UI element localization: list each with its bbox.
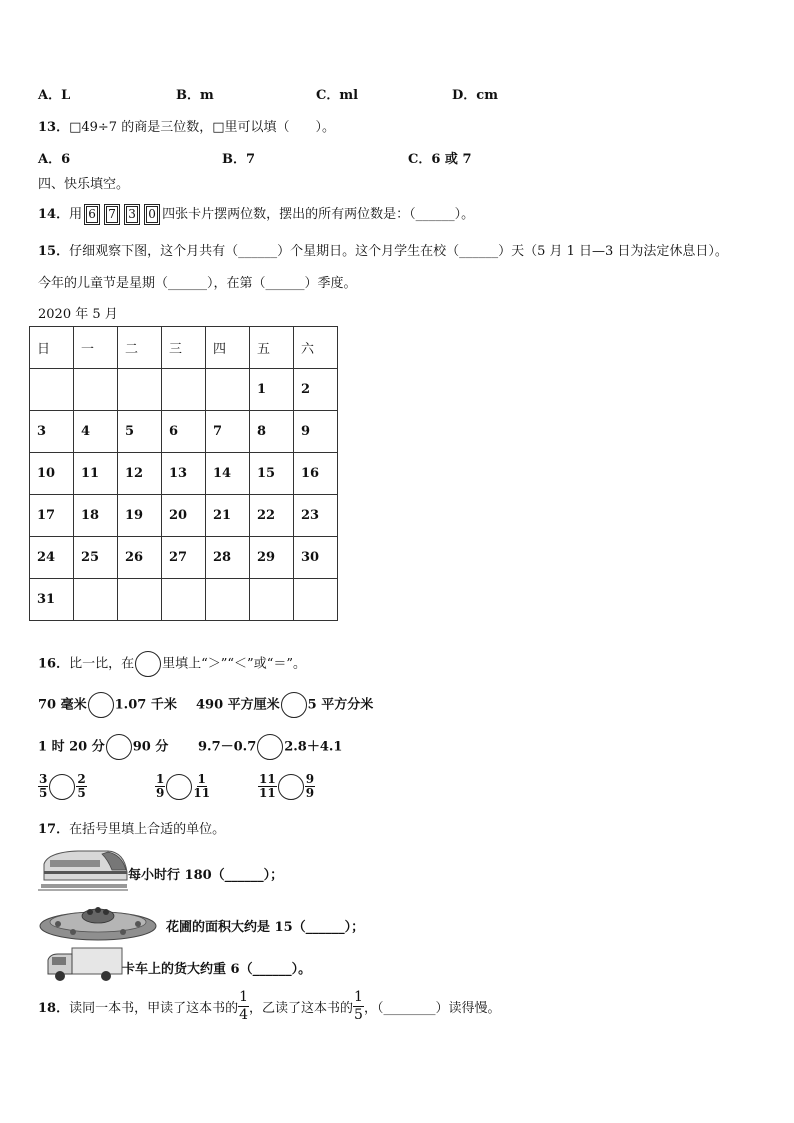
calendar-day: 6 xyxy=(162,411,206,453)
calendar-day xyxy=(250,579,294,621)
calendar-day: 28 xyxy=(206,537,250,579)
calendar-day: 23 xyxy=(294,495,338,537)
unit-blank-line: 卡车上的货大约重 6（______）。 xyxy=(122,962,312,977)
unit-blank-line: 每小时行 180（______）； xyxy=(128,868,284,883)
calendar-day: 17 xyxy=(30,495,74,537)
question-text: 里填上“＞”“＜”或“＝”。 xyxy=(162,656,306,672)
calendar-day: 16 xyxy=(294,453,338,495)
fraction: $\frac{11}{11}$ xyxy=(259,772,276,800)
calendar-day: 27 xyxy=(162,537,206,579)
weekday-header: 日 xyxy=(30,327,74,369)
weekday-header: 二 xyxy=(118,327,162,369)
calendar-day: 3 xyxy=(30,411,74,453)
digit-card: 6 xyxy=(86,206,98,223)
calendar-day: 13 xyxy=(162,453,206,495)
calendar-day: 15 xyxy=(250,453,294,495)
calendar-title: 2020 年 5 月 xyxy=(38,307,118,322)
question-14 xyxy=(38,203,474,223)
calendar-day: 5 xyxy=(118,411,162,453)
weekday-header: 六 xyxy=(294,327,338,369)
calendar-week-row xyxy=(30,411,338,453)
weekday-header: 一 xyxy=(74,327,118,369)
question-text: □49÷7 的商是三位数，□里可以填（ ）。 xyxy=(69,120,335,135)
q13-option-b: B．7 xyxy=(222,152,256,167)
answer-circle[interactable] xyxy=(166,774,192,800)
question-number: 18． xyxy=(38,1001,70,1016)
fraction: $\frac{1}{4}$ xyxy=(239,989,249,1023)
option-a: A．L xyxy=(38,88,71,103)
digit-card: 7 xyxy=(106,206,118,223)
calendar-day: 26 xyxy=(118,537,162,579)
calendar-week-row xyxy=(30,453,338,495)
compare-item: 9.7－0.7 2.8＋4.1 xyxy=(198,734,342,760)
question-16 xyxy=(38,651,306,677)
calendar-day: 31 xyxy=(30,579,74,621)
question-18 xyxy=(38,989,500,1024)
calendar-day: 12 xyxy=(118,453,162,495)
calendar-day: 10 xyxy=(30,453,74,495)
question-text: 在括号里填上合适的单位。 xyxy=(69,822,226,837)
unit-blank-line: 花圃的面积大约是 15（______）； xyxy=(166,920,365,935)
fraction: $\frac{3}{5}$ xyxy=(39,772,48,800)
option-b: B．m xyxy=(176,88,214,103)
digit-card: 3 xyxy=(126,206,138,223)
calendar-day xyxy=(74,579,118,621)
question-text: 用 xyxy=(69,207,83,222)
calendar-day xyxy=(118,579,162,621)
train-icon xyxy=(38,846,128,892)
calendar-day xyxy=(294,579,338,621)
calendar-day: 4 xyxy=(74,411,118,453)
calendar-day: 9 xyxy=(294,411,338,453)
fraction: $\frac{1}{9}$ xyxy=(156,772,165,800)
question-text: 四张卡片摆两位数，摆出的所有两位数是：（______）。 xyxy=(162,207,475,222)
question-number: 16． xyxy=(38,656,70,672)
compare-fraction xyxy=(155,773,210,800)
compare-fraction xyxy=(38,773,87,800)
question-number: 14． xyxy=(38,207,70,222)
question-13 xyxy=(38,116,335,135)
calendar-day xyxy=(162,369,206,411)
question-15 xyxy=(38,240,728,259)
question-15-line2: 今年的儿童节是星期（______），在第（______）季度。 xyxy=(38,276,357,291)
calendar-day: 7 xyxy=(206,411,250,453)
calendar-day: 11 xyxy=(74,453,118,495)
answer-circle[interactable] xyxy=(281,692,307,718)
calendar-day: 25 xyxy=(74,537,118,579)
question-17 xyxy=(38,818,225,837)
question-text: ，（________）读得慢。 xyxy=(363,1001,501,1016)
calendar-day xyxy=(118,369,162,411)
calendar-day: 18 xyxy=(74,495,118,537)
option-c: C．ml xyxy=(316,88,359,103)
calendar-day xyxy=(30,369,74,411)
calendar-day: 21 xyxy=(206,495,250,537)
fraction: $\frac{1}{5}$ xyxy=(354,989,363,1023)
weekday-header: 四 xyxy=(206,327,250,369)
weekday-header: 三 xyxy=(162,327,206,369)
calendar-day: 14 xyxy=(206,453,250,495)
answer-circle[interactable] xyxy=(49,774,75,800)
question-text: 比一比，在 xyxy=(69,656,135,672)
compare-fraction xyxy=(258,773,315,800)
question-text: 仔细观察下图，这个月共有（______）个星期日。这个月学生在校（______）天（5 月 1 日—3 日为法定休息日）。 xyxy=(69,244,728,259)
question-text: ，乙读了这本书的 xyxy=(249,1001,354,1016)
answer-circle[interactable] xyxy=(106,734,132,760)
digit-card: 0 xyxy=(146,206,158,223)
calendar-week-row xyxy=(30,369,338,411)
calendar-day: 29 xyxy=(250,537,294,579)
calendar-day: 2 xyxy=(294,369,338,411)
answer-circle[interactable] xyxy=(257,734,283,760)
calendar-table xyxy=(29,326,338,621)
calendar-day xyxy=(206,369,250,411)
calendar-day xyxy=(74,369,118,411)
compare-item: 70 毫米 1.07 千米 xyxy=(38,692,177,718)
fraction: $\frac{1}{11}$ xyxy=(193,772,211,800)
compare-item: 1 时 20 分 90 分 xyxy=(38,734,168,760)
calendar-day xyxy=(206,579,250,621)
fraction: $\frac{9}{9}$ xyxy=(305,772,315,800)
q13-option-c: C．6 或 7 xyxy=(408,152,472,167)
answer-circle[interactable] xyxy=(88,692,114,718)
question-number: 15． xyxy=(38,244,70,259)
calendar-day: 30 xyxy=(294,537,338,579)
section-heading: 四、快乐填空。 xyxy=(38,177,130,192)
calendar-day xyxy=(162,579,206,621)
calendar-week-row xyxy=(30,495,338,537)
truck-icon xyxy=(44,944,124,984)
q13-option-a: A．6 xyxy=(38,152,71,167)
weekday-header: 五 xyxy=(250,327,294,369)
question-number: 13． xyxy=(38,120,70,135)
calendar-day: 20 xyxy=(162,495,206,537)
flowerbed-icon xyxy=(38,902,158,942)
calendar-week-row xyxy=(30,579,338,621)
fraction: $\frac{2}{5}$ xyxy=(77,772,86,800)
calendar-day: 24 xyxy=(30,537,74,579)
compare-circle xyxy=(135,651,161,677)
calendar-day: 8 xyxy=(250,411,294,453)
question-number: 17． xyxy=(38,822,70,837)
calendar-day: 1 xyxy=(250,369,294,411)
calendar-day: 19 xyxy=(118,495,162,537)
option-d: D．cm xyxy=(452,88,498,103)
compare-item: 490 平方厘米 5 平方分米 xyxy=(196,692,373,718)
question-text: 读同一本书，甲读了这本书的 xyxy=(69,1001,239,1016)
answer-circle[interactable] xyxy=(278,774,304,800)
calendar-header-row xyxy=(30,327,338,369)
calendar-week-row xyxy=(30,537,338,579)
calendar-day: 22 xyxy=(250,495,294,537)
